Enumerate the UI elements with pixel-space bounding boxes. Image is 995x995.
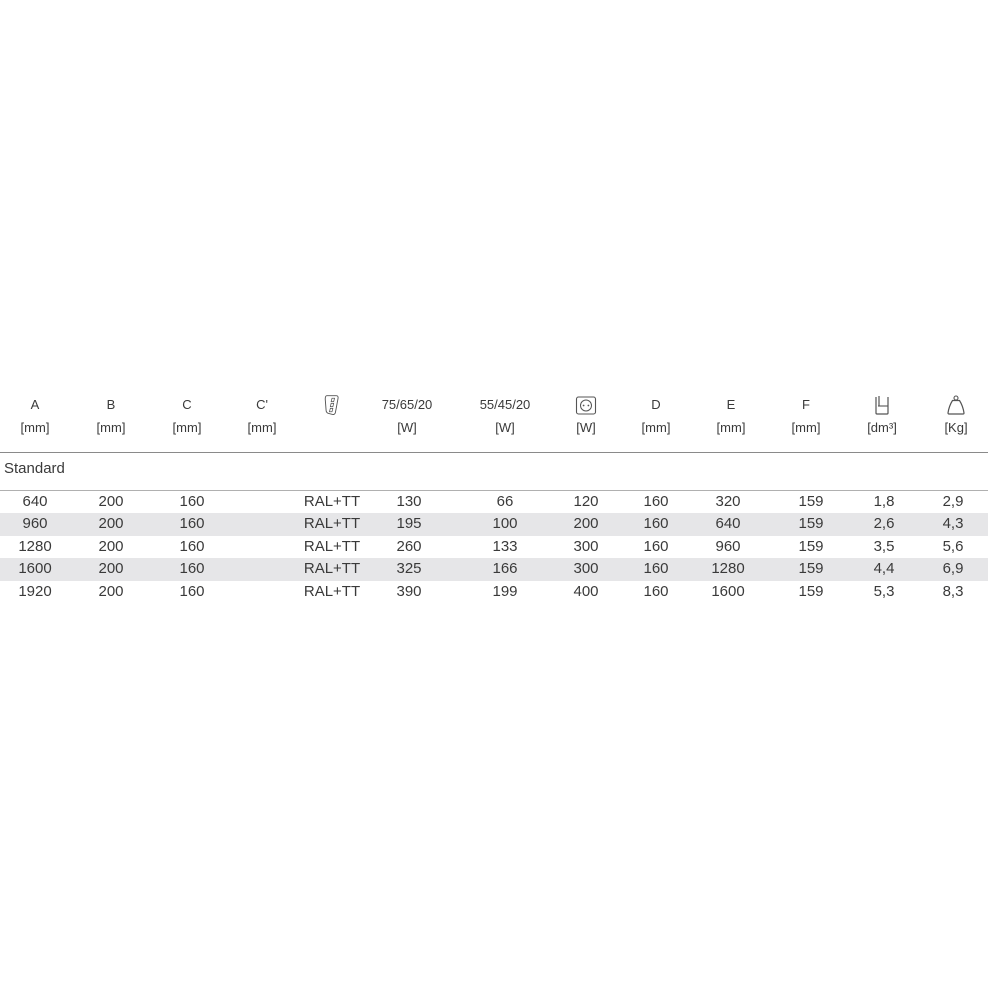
cell-volume: 2,6 [873,515,895,533]
header-power-55 [460,394,550,438]
cell-electric: 120 [573,493,599,510]
cell-power-75: 130 [396,493,422,510]
cell-power-75: 195 [396,515,422,533]
cell-c: 160 [179,515,205,533]
cell-f: 159 [798,560,824,578]
header-power-55-name: 55/45/20 [479,397,531,412]
cell-color: RAL+TT [303,493,361,510]
header-d-name: D [651,397,661,412]
header-row [0,394,995,452]
cell-c: 160 [179,560,205,578]
cell-f: 159 [798,493,824,510]
cell-power-55: 133 [492,537,518,555]
cell-volume: 3,5 [873,537,895,555]
cell-e: 640 [715,515,741,533]
cell-c-prime [222,491,302,513]
header-b-name: B [106,397,116,412]
header-power-75-unit: [W] [397,420,417,435]
header-f-name: F [802,397,810,412]
cell-power-75: 325 [396,560,422,578]
cell-weight: 5,6 [942,537,964,555]
header-e-unit: [mm] [716,420,746,435]
cell-f: 159 [798,515,824,533]
table-row [0,558,988,580]
cell-weight: 4,3 [942,515,964,533]
weight-icon [946,394,966,416]
header-c-name: C [182,397,192,412]
header-a-name: A [30,397,40,412]
header-power-75 [362,394,452,438]
cell-color: RAL+TT [303,537,361,555]
header-divider [0,452,988,453]
water-volume-icon [873,394,891,416]
header-power-75-name: 75/65/20 [381,397,433,412]
cell-b: 200 [98,515,124,533]
section-label: Standard [4,460,65,477]
cell-d: 160 [643,537,669,555]
spec-table [0,394,995,452]
socket-icon [575,394,597,416]
cell-c-prime [222,581,302,603]
table-row [0,491,988,513]
cell-weight: 2,9 [942,493,964,510]
cell-electric: 300 [573,560,599,578]
cell-e: 320 [715,493,741,510]
cell-c-prime [222,558,302,580]
header-weight-unit: [Kg] [944,420,968,435]
cell-d: 160 [643,515,669,533]
color-swatch-icon [322,394,342,416]
header-d-unit: [mm] [641,420,671,435]
cell-c: 160 [179,582,205,600]
header-weight [911,394,995,438]
cell-volume: 5,3 [873,582,895,600]
cell-electric: 400 [573,582,599,600]
cell-electric: 300 [573,537,599,555]
header-c-prime-name: C' [256,397,268,412]
cell-d: 160 [643,582,669,600]
cell-power-55: 66 [496,493,514,510]
cell-c: 160 [179,493,205,510]
header-c-prime-unit: [mm] [247,420,277,435]
header-volume-unit: [dm³] [867,420,897,435]
cell-a: 1280 [18,537,52,555]
cell-color: RAL+TT [303,560,361,578]
cell-c-prime [222,513,302,535]
cell-power-75: 260 [396,537,422,555]
cell-e: 1280 [711,560,745,578]
cell-weight: 8,3 [942,582,964,600]
cell-c-prime [222,536,302,558]
cell-f: 159 [798,537,824,555]
header-electric-unit: [W] [576,420,596,435]
header-a-unit: [mm] [20,420,50,435]
cell-c: 160 [179,537,205,555]
table-row [0,513,988,535]
table-row [0,536,988,558]
cell-b: 200 [98,537,124,555]
cell-weight: 6,9 [942,560,964,578]
table-row [0,581,988,603]
header-f-unit: [mm] [791,420,821,435]
cell-e: 960 [715,537,741,555]
cell-b: 200 [98,582,124,600]
cell-f: 159 [798,582,824,600]
cell-power-55: 166 [492,560,518,578]
cell-a: 640 [22,493,48,510]
cell-a: 1920 [18,582,52,600]
header-c-unit: [mm] [172,420,202,435]
cell-power-75: 390 [396,582,422,600]
table-body [0,491,988,603]
header-b-unit: [mm] [96,420,126,435]
cell-electric: 200 [573,515,599,533]
cell-d: 160 [643,493,669,510]
cell-power-55: 199 [492,582,518,600]
cell-e: 1600 [711,582,745,600]
cell-color: RAL+TT [303,582,361,600]
cell-volume: 1,8 [873,493,895,510]
cell-d: 160 [643,560,669,578]
cell-a: 960 [22,515,48,533]
header-e-name: E [726,397,736,412]
cell-power-55: 100 [492,515,518,533]
cell-b: 200 [98,560,124,578]
header-power-55-unit: [W] [495,420,515,435]
cell-b: 200 [98,493,124,510]
cell-a: 1600 [18,560,52,578]
cell-color: RAL+TT [303,515,361,533]
cell-volume: 4,4 [873,560,895,578]
